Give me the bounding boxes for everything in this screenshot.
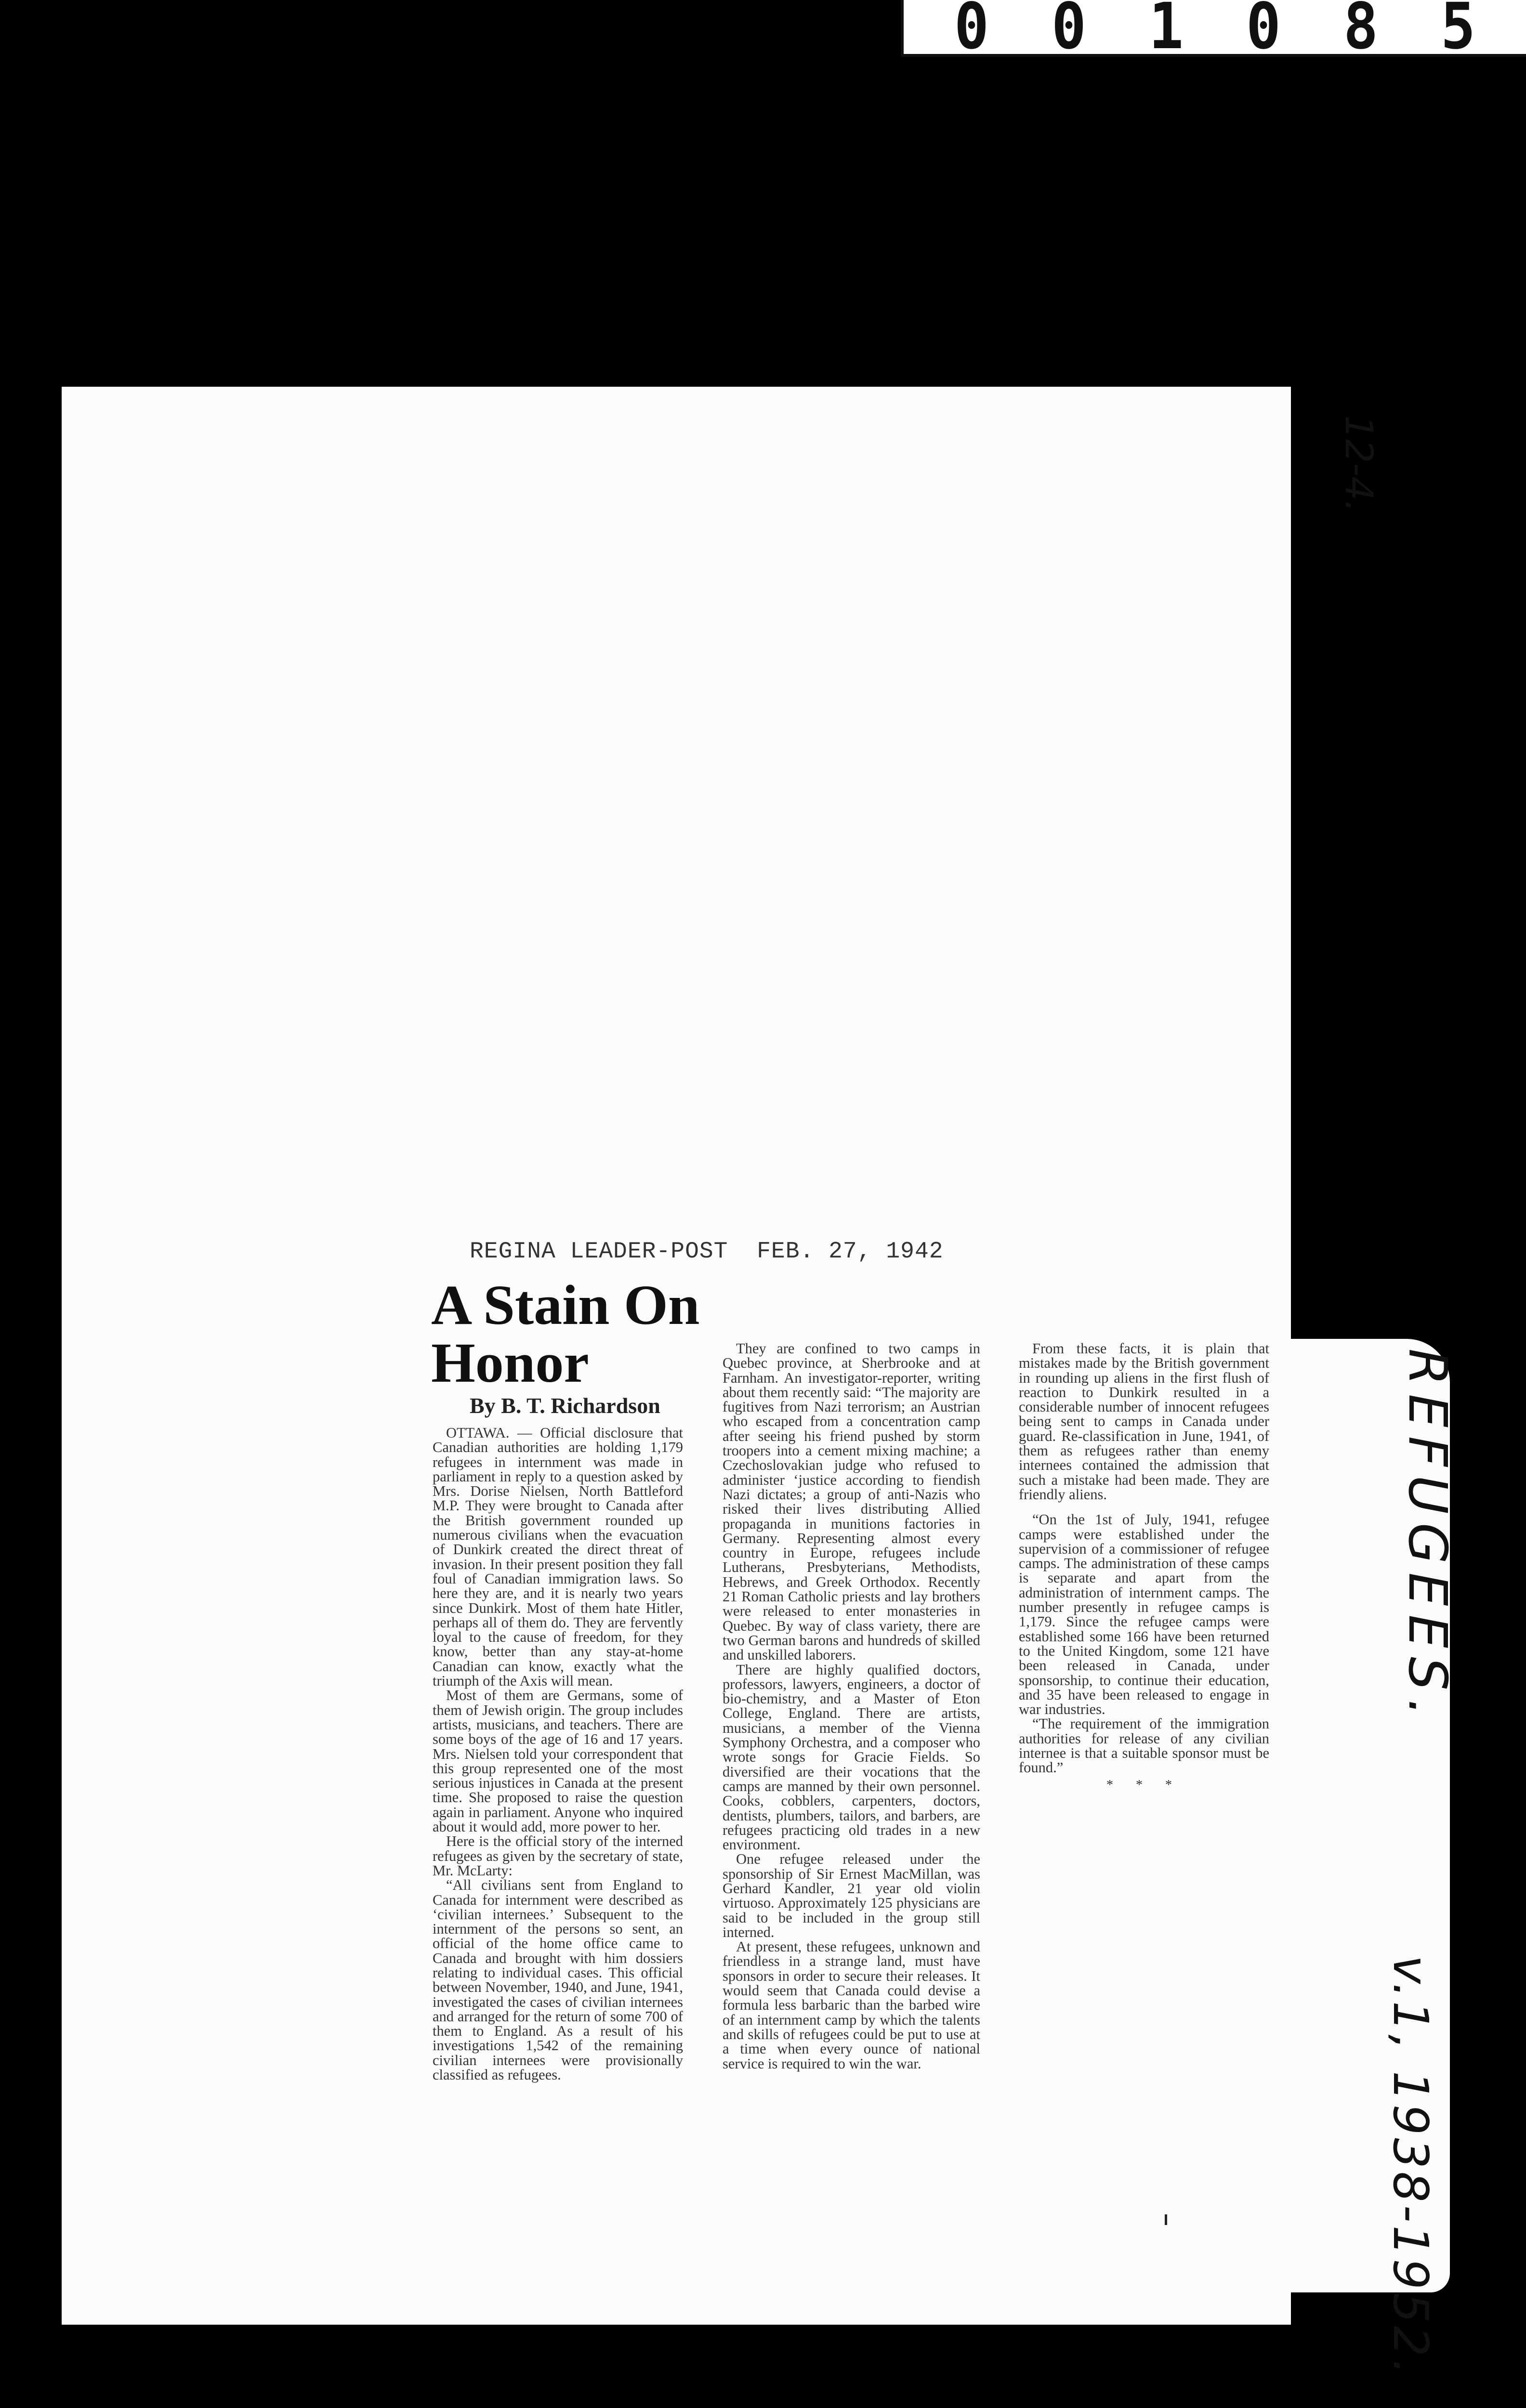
handwritten-tab-topic: REFUGEES. <box>1397 1348 1459 1725</box>
paragraph: One refugee released under the sponsorship of Sir Ernest MacMillan, was Gerhard Kandler, 21 year old violin virtuoso. Approximately 125 physicians are said to be included in the group still interned. <box>723 1851 980 1940</box>
section-separator: * * * <box>1106 1777 1182 1793</box>
frame-digit: 0 <box>954 0 989 64</box>
article-column-1 <box>433 1426 683 2082</box>
article-column-3 <box>1019 1341 1269 1793</box>
paragraph: “On the 1st of July, 1941, refugee camps were established under the supervision of a commissioner of refugee camps. The administration of these camps is separate and apart from the administration of internment camps. The number presently in refugee camps is 1,179. Since the refugee camps were established some 166 have been returned to the United Kingdom, some 121 have been released in Canada, under sponsorship, to continue their education, and 35 have been released to engage in war industries. <box>1019 1511 1269 1718</box>
paragraph: “The requirement of the immigration authorities for release of any civilian internee is that a suitable sponsor must be found.” <box>1019 1715 1269 1776</box>
frame-digit: 8 <box>1343 0 1379 64</box>
article-headline: A Stain On Honor <box>431 1273 700 1395</box>
paragraph: Here is the official story of the interned refugees as given by the secretary of state, Mr. McLarty: <box>433 1833 683 1879</box>
source-date-line: REGINA LEADER-POST FEB. 27, 1942 <box>470 1239 944 1265</box>
paragraph: They are confined to two camps in Quebec province, at Sherbrooke and at Farnham. An investigator-reporter, writing about them recently said: “The majority are fugitives from Nazi terrorism; an Austrian who escaped from a concentration camp after seeing his friend pushed by storm troopers into a cement mixing machine; a Czechoslovakian judge who refused to administer ‘justice according to fiendish Nazi dictates; a group of anti-Nazis who risked their lives distributing Allied propaganda in munitions factories in Germany. Representing almost every country in Europe, refugees include Lutherans, Presbyterians, Methodists, Hebrews, and Greek Orthodox. Recently 21 Roman Catholic priests and lay brothers were released to enter monasteries in Quebec. By way of class variety, there are two German barons and hundreds of skilled and unskilled laborers. <box>723 1340 980 1663</box>
paragraph: Most of them are Germans, some of them of Jewish origin. The group includes artists, musicians, and teachers. There are some boys of the age of 16 and 17 years. Mrs. Nielsen told your correspondent that this group represented one of the most serious injustices in Canada at the present time. She proposed to raise the question again in parliament. Anyone who inquired about it would add, more power to her. <box>433 1687 683 1835</box>
paragraph: OTTAWA. — Official disclosure that Canadian authorities are holding 1,179 refugees in internment was made in parliament in reply to a question asked by Mrs. Dorise Nielsen, North Battleford M.P. They were brought to Canada after the British government rounded up numerous civilians when the evacuation of Dunkirk created the direct threat of invasion. In their present position they fall foul of Canadian immigration laws. So here they are, and it is nearly two years since Dunkirk. Most of them hate Hitler, perhaps all of them do. They are fervently loyal to the cause of freedom, for they know, better than any stay-at-home Canadian can know, exactly what the triumph of the Axis will mean. <box>433 1425 683 1689</box>
handwritten-tab-years: v.1, 1938-1952. <box>1382 1955 1439 2378</box>
frame-digit: 5 <box>1440 0 1476 64</box>
frame-digit: 0 <box>1051 0 1087 64</box>
stray-mark <box>1165 2214 1167 2225</box>
paragraph-gap <box>1019 1502 1269 1512</box>
handwritten-file-number: 12-4. <box>1337 415 1380 512</box>
paragraph: At present, these refugees, unknown and friendless in a strange land, must have sponsors in order to secure their releases. It would seem that Canada could devise a formula less barbaric than the barbed wire of an internment camp by which the talents and skills of refugees could be put to use at a time when every ounce of national service is required to win the war. <box>723 1938 980 2072</box>
frame-digit: 1 <box>1148 0 1184 64</box>
frame-digit: 0 <box>1246 0 1281 64</box>
paragraph: There are highly qualified doctors, professors, lawyers, engineers, a doctor of bio-chemistry, and a Master of Eton College, England. There are artists, musicians, a member of the Vienna Symphony Orchestra, and a composer who wrote songs for Gracie Fields. So diversified are their vocations that the camps are manned by their own personnel. Cooks, cobblers, carpenters, doctors, dentists, plumbers, tailors, and barbers, are refugees practicing old trades in a new environment. <box>723 1661 980 1853</box>
article-byline: By B. T. Richardson <box>470 1393 660 1418</box>
frame-number-label <box>901 0 1526 64</box>
paragraph: “All civilians sent from England to Canada for internment were described as ‘civilian internees.’ Subsequent to the internment of the persons so sent, an official of the home office came to Canada and brought with him dossiers relating to individual cases. This official between November, 1940, and June, 1941, investigated the cases of civilian internees and arranged for the return of some 700 of them to England. As a result of his investigations 1,542 of the remaining civilian internees were provisionally classified as refugees. <box>433 1877 683 2083</box>
paragraph: From these facts, it is plain that mistakes made by the British government in rounding up aliens in the first flush of reaction to Dunkirk resulted in a considerable number of innocent refugees being sent to camps in Canada under guard. Re-classification in June, 1941, of them as refugees rather than enemy internees contained the admission that such a mistake had been made. They are friendly aliens. <box>1019 1340 1269 1503</box>
article-column-2 <box>723 1341 980 2071</box>
